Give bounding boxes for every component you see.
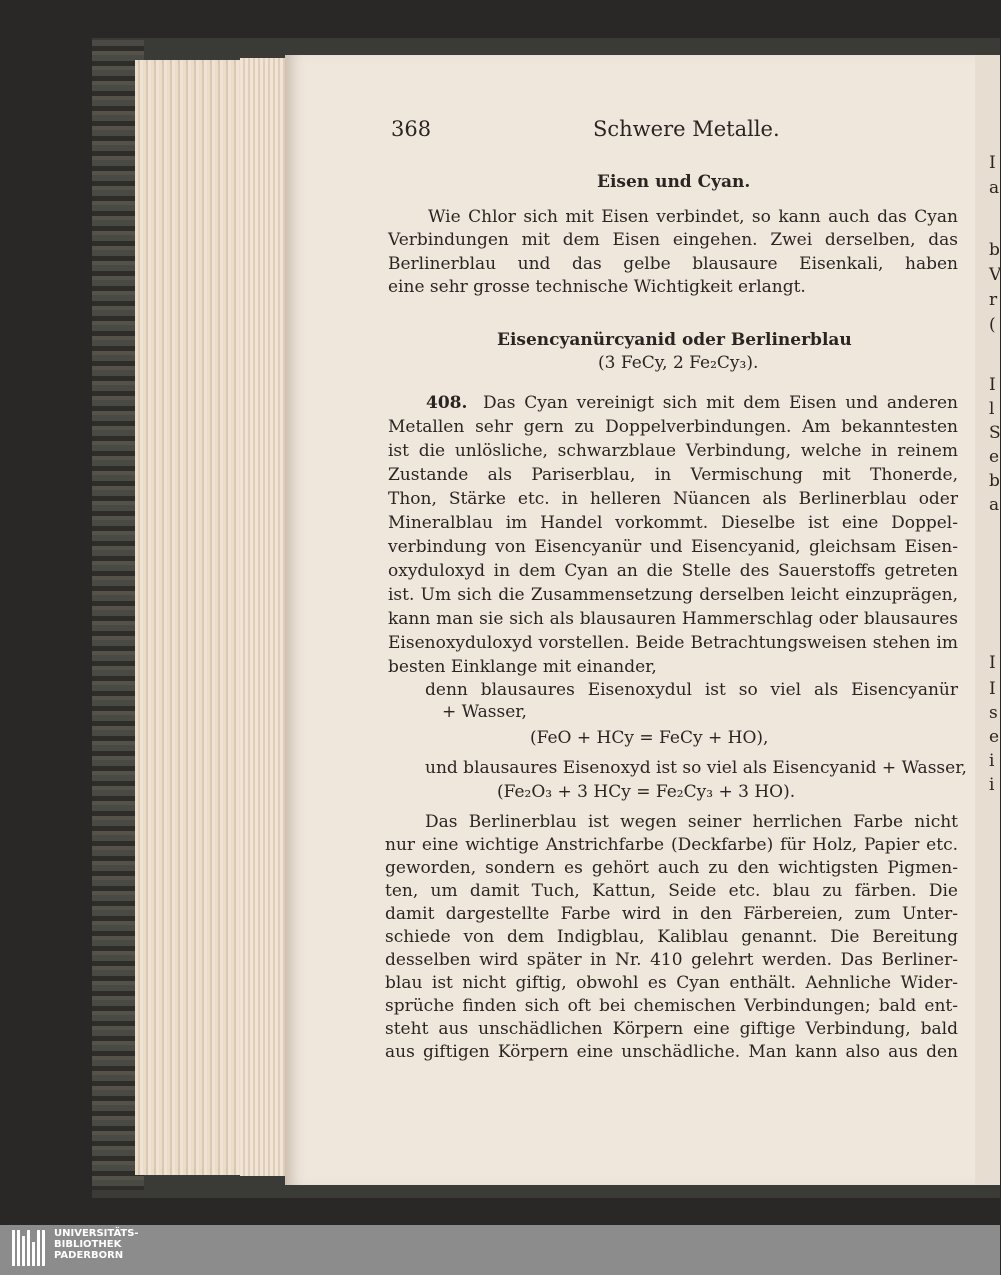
library-line: BIBLIOTHEK bbox=[54, 1239, 122, 1250]
formula-line: + Wasser, bbox=[442, 702, 527, 722]
para1-line: Mineralblau im Handel vorkommt. Dieselbe ist eine Doppel- bbox=[388, 513, 958, 533]
page-edges bbox=[240, 58, 290, 1176]
subsection-formula: (3 FeCy, 2 Fe₂Cy₃). bbox=[598, 353, 759, 373]
formula-line: denn blausaures Eisenoxydul ist so viel als Eisencyanür bbox=[425, 680, 958, 700]
next-page-letter: r bbox=[989, 290, 998, 310]
next-page-letter: a bbox=[989, 495, 1000, 515]
subsection-title: Eisencyanürcyanid oder Berlinerblau bbox=[497, 330, 852, 350]
para1-line: Eisenoxyduloxyd vorstellen. Beide Betrachtungsweisen stehen im bbox=[388, 633, 958, 653]
formula-line: (FeO + HCy = FeCy + HO), bbox=[530, 728, 769, 748]
page-number: 368 bbox=[391, 117, 432, 141]
next-page-letter: ( bbox=[989, 315, 996, 335]
next-page-letter: l bbox=[989, 399, 995, 419]
footer-bar bbox=[0, 1225, 1000, 1275]
para2-line: ten, um damit Tuch, Kattun, Seide etc. blau zu färben. Die bbox=[385, 881, 958, 901]
library-line: PADERBORN bbox=[54, 1250, 124, 1261]
para2-line: schiede von dem Indigblau, Kaliblau genannt. Die Bereitung bbox=[385, 927, 958, 947]
para2-line: nur eine wichtige Anstrichfarbe (Deckfarbe) für Holz, Papier etc. bbox=[385, 835, 958, 855]
para1-line: Thon, Stärke etc. in helleren Nüancen als Berlinerblau oder bbox=[388, 489, 958, 509]
formula-line: (Fe₂O₃ + 3 HCy = Fe₂Cy₃ + 3 HO). bbox=[497, 782, 796, 802]
paragraph-number: 408. bbox=[426, 393, 468, 413]
para1-line: Zustande als Pariserblau, in Vermischung mit Thonerde, bbox=[388, 465, 958, 485]
section-title: Eisen und Cyan. bbox=[597, 172, 751, 192]
next-page-letter: V bbox=[989, 265, 1001, 285]
para2-line: blau ist nicht giftig, obwohl es Cyan enthält. Aehnliche Wider- bbox=[385, 973, 958, 993]
intro-line: Verbindungen mit dem Eisen eingehen. Zwei derselben, das bbox=[388, 230, 958, 250]
para2-line: aus giftigen Körpern eine unschädliche. Man kann also aus den bbox=[385, 1042, 958, 1062]
next-page-edge bbox=[975, 55, 1000, 1185]
intro-line: Berlinerblau und das gelbe blausaure Eisenkali, haben bbox=[388, 254, 958, 274]
next-page-letter: b bbox=[989, 471, 1000, 491]
para2-line: desselben wird später in Nr. 410 gelehrt werden. Das Berliner- bbox=[385, 950, 958, 970]
next-page-letter: I bbox=[989, 679, 996, 699]
next-page-letter: I bbox=[989, 375, 996, 395]
library-logo-icon bbox=[12, 1230, 47, 1270]
intro-line: Wie Chlor sich mit Eisen verbindet, so kann auch das Cyan bbox=[428, 207, 958, 227]
next-page-letter: s bbox=[989, 703, 998, 723]
next-page-letter: S bbox=[989, 423, 1001, 443]
running-title: Schwere Metalle. bbox=[593, 117, 780, 141]
para1-line: ist die unlösliche, schwarzblaue Verbindung, welche in reinem bbox=[388, 441, 958, 461]
formula-line: und blausaures Eisenoxyd ist so viel als Eisencyanid + Wasser, bbox=[425, 758, 967, 778]
para2-line: damit dargestellte Farbe wird in den Färbereien, zum Unter- bbox=[385, 904, 958, 924]
para2-line: steht aus unschädlichen Körpern eine giftige Verbindung, bald bbox=[385, 1019, 958, 1039]
para1-line: ist. Um sich die Zusammensetzung derselben leicht einzuprägen, bbox=[388, 585, 958, 605]
next-page-letter: a bbox=[989, 178, 1000, 198]
para1-line: kann man sie sich als blausauren Hammerschlag oder blausaures bbox=[388, 609, 958, 629]
next-page-letter: I bbox=[989, 153, 996, 173]
next-page-letter: e bbox=[989, 447, 1000, 467]
intro-line: eine sehr grosse technische Wichtigkeit erlangt. bbox=[388, 277, 806, 297]
next-page-letter: i bbox=[989, 775, 995, 795]
para2-line: sprüche finden sich oft bei chemischen Verbindungen; bald ent- bbox=[385, 996, 958, 1016]
para1-line: Das Cyan vereinigt sich mit dem Eisen und anderen bbox=[483, 393, 958, 413]
next-page-letter: e bbox=[989, 727, 1000, 747]
library-line: UNIVERSITÄTS- bbox=[54, 1228, 139, 1239]
para2-line: geworden, sondern es gehört auch zu den wichtigsten Pigmen- bbox=[385, 858, 958, 878]
para1-line: besten Einklange mit einander, bbox=[388, 657, 657, 677]
library-logo-text bbox=[54, 1228, 139, 1261]
next-page-letter: I bbox=[989, 653, 996, 673]
para2-line: Das Berlinerblau ist wegen seiner herrlichen Farbe nicht bbox=[425, 812, 958, 832]
para1-line: oxyduloxyd in dem Cyan an die Stelle des Sauerstoffs getreten bbox=[388, 561, 958, 581]
para1-line: verbindung von Eisencyanür und Eisencyanid, gleichsam Eisen- bbox=[388, 537, 958, 557]
next-page-letter: i bbox=[989, 751, 995, 771]
next-page-letter: b bbox=[989, 240, 1000, 260]
para1-line: Metallen sehr gern zu Doppelverbindungen. Am bekanntesten bbox=[388, 417, 958, 437]
